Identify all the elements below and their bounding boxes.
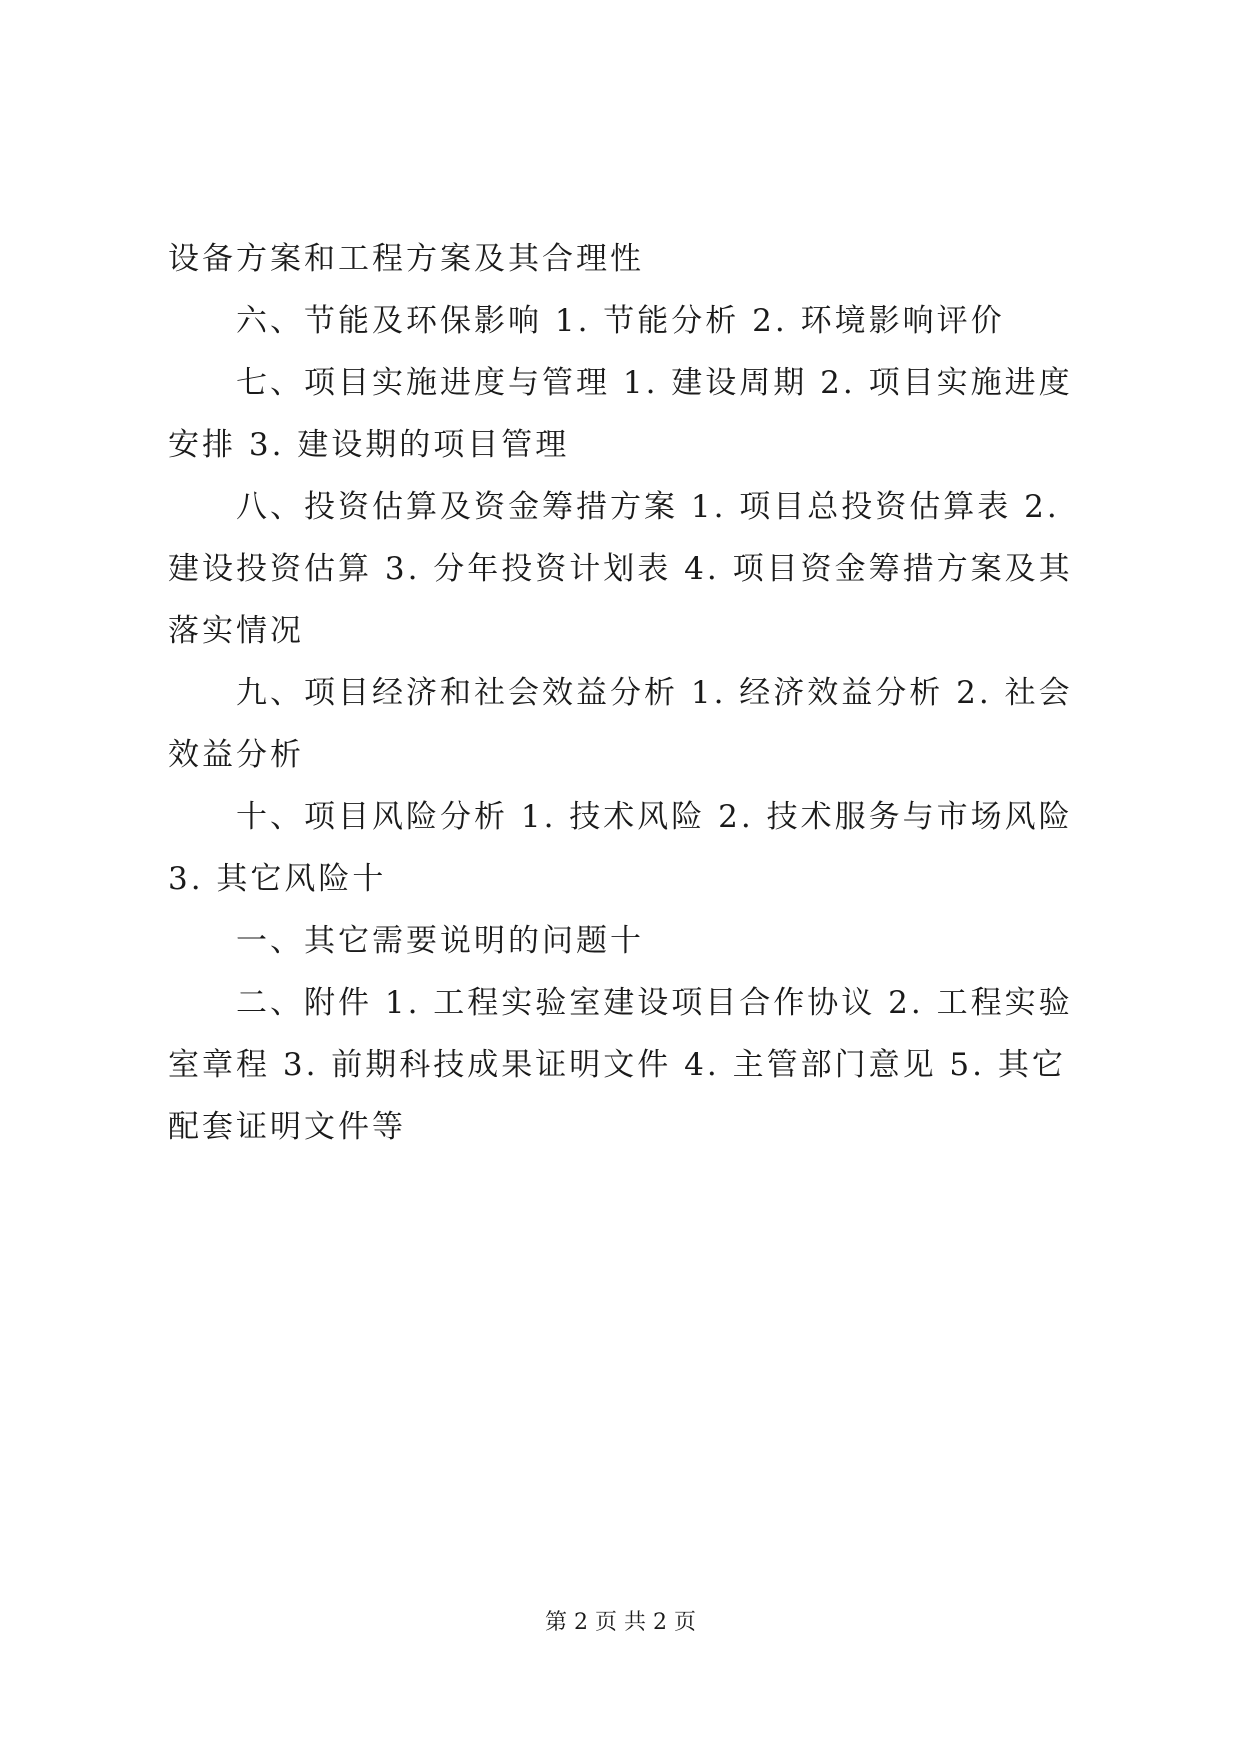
paragraph-section-7: 七、项目实施进度与管理 1. 建设周期 2. 项目实施进度安排 3. 建设期的项目管理: [168, 365, 1073, 463]
paragraph-section-9: 九、项目经济和社会效益分析 1. 经济效益分析 2. 社会效益分析: [168, 675, 1073, 773]
paragraph-section-10: 十、项目风险分析 1. 技术风险 2. 技术服务与市场风险 3. 其它风险十: [168, 799, 1073, 897]
paragraph-section-6: 六、节能及环保影响 1. 节能分析 2. 环境影响评价: [236, 303, 1005, 339]
document-body: [168, 228, 1088, 1158]
page-footer: 第 2 页 共 2 页: [545, 1610, 696, 1635]
paragraph-section-8: 八、投资估算及资金筹措方案 1. 项目总投资估算表 2. 建设投资估算 3. 分年投资计划表 4. 项目资金筹措方案及其落实情况: [168, 489, 1073, 649]
paragraph-equipment-plan: 设备方案和工程方案及其合理性: [168, 241, 644, 277]
paragraph-section-12: 二、附件 1. 工程实验室建设项目合作协议 2. 工程实验室章程 3. 前期科技成果证明文件 4. 主管部门意见 5. 其它配套证明文件等: [168, 985, 1073, 1145]
paragraph-section-11: 一、其它需要说明的问题十: [236, 923, 644, 959]
